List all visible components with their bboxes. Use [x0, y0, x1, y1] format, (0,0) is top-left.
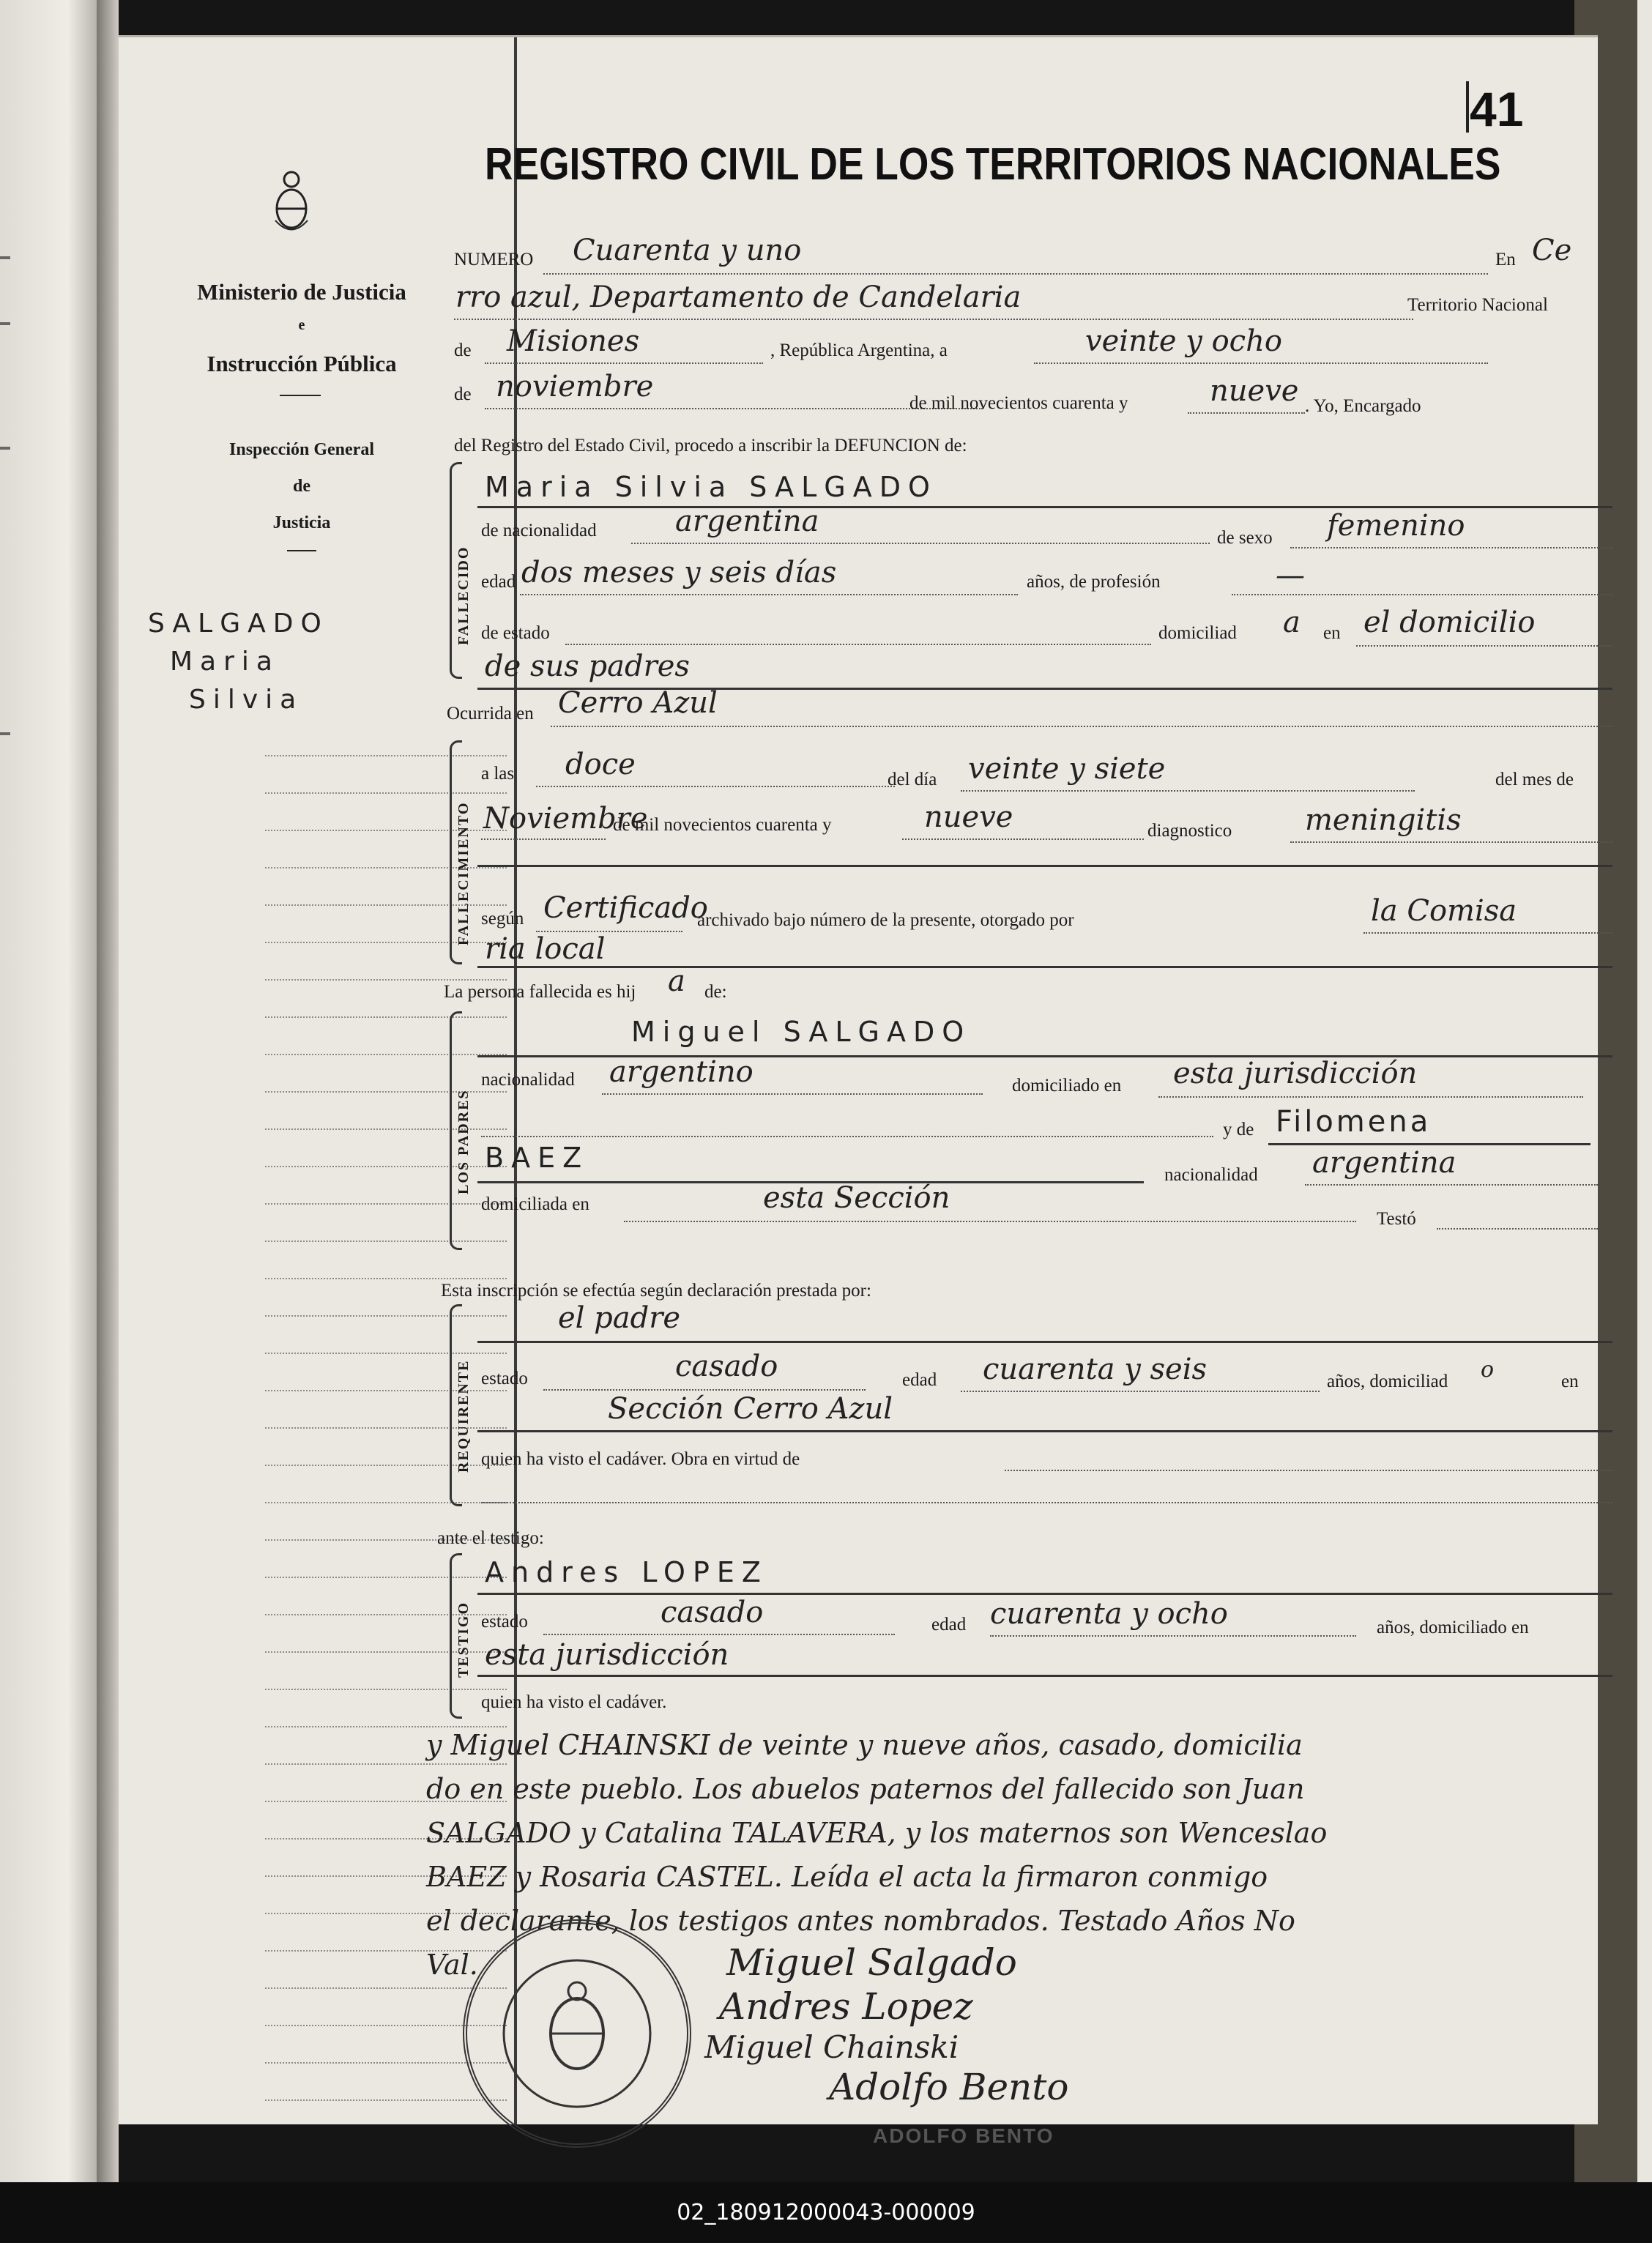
en-label: En	[1495, 250, 1516, 269]
a-las-label: a las	[481, 764, 515, 784]
sexo-label: de sexo	[1217, 528, 1273, 548]
margin-ruled-line	[265, 1240, 507, 1242]
nacionalidad-line	[631, 543, 1210, 544]
ministry-connector: e	[298, 317, 305, 333]
domicilio-line	[1356, 645, 1612, 647]
margin-ruled-line	[265, 755, 507, 756]
mes-value: noviembre	[496, 370, 654, 403]
numero-label: NUMERO	[454, 250, 534, 269]
hora-value: doce	[565, 748, 636, 781]
testigo-edad-value: cuarenta y ocho	[990, 1597, 1228, 1631]
requirente-edad-line	[961, 1391, 1320, 1392]
register-page	[119, 35, 1598, 2147]
estado-label: de estado	[481, 623, 550, 643]
padre-name: Miguel SALGADO	[631, 1016, 972, 1048]
testo-label: Testó	[1377, 1209, 1416, 1229]
padre-extra-line	[481, 1136, 1213, 1137]
ocurrida-value: Cerro Azul	[558, 686, 718, 720]
official-seal	[463, 1919, 691, 2148]
domicilio-value-2: de sus padres	[485, 650, 690, 683]
note-line-1: y Miguel CHAINSKI de veinte y nueve años, casado, domicilia	[426, 1729, 1303, 1761]
territorio-label: Territorio Nacional	[1407, 295, 1548, 315]
diagnostico-label: diagnostico	[1147, 821, 1232, 841]
margin-ruled-line	[265, 1315, 507, 1317]
fallecido-name: Maria Silvia SALGADO	[485, 471, 937, 503]
testigo-estado-value: casado	[661, 1596, 764, 1629]
madre-domicilio-line	[624, 1221, 1356, 1222]
anio-fallecimiento-value: nueve	[924, 800, 1013, 834]
madre-domiciliada-label: domiciliada en	[481, 1194, 589, 1214]
ocurrida-label: Ocurrida en	[447, 704, 534, 724]
requirente-domicilio-line	[477, 1430, 1612, 1432]
domicilio-en-label: en	[1323, 623, 1341, 643]
anio-fallecimiento-line	[902, 838, 1144, 840]
intro-text: del Registro del Estado Civil, procedo a inscribir la DEFUNCION de:	[454, 436, 967, 455]
testigo-domicilio-line	[477, 1675, 1612, 1677]
requirente-nombre-line	[477, 1341, 1612, 1343]
padre-nacionalidad-label: nacionalidad	[481, 1070, 575, 1090]
margin-ruled-line	[265, 1353, 507, 1354]
testigo-edad-line	[990, 1635, 1356, 1637]
territorio-value: Misiones	[507, 324, 640, 358]
margin-ruled-line	[265, 1016, 507, 1018]
lugar-part-1: Ce	[1532, 234, 1572, 267]
signature-2: Andres Lopez	[719, 1985, 973, 2028]
coat-of-arms-icon	[271, 169, 312, 235]
testigo-estado-label: estado	[481, 1612, 528, 1632]
lugar-part-2: rro azul, Departamento de Candelaria	[455, 280, 1022, 314]
signature-4: Adolfo Bento	[829, 2066, 1069, 2108]
margin-middle-name: Silvia	[189, 685, 304, 715]
fallecimiento-section-label: FALLECIMIENTO	[455, 801, 472, 945]
anio-fallecimiento-label: de mil novecientos cuarenta y	[613, 815, 832, 835]
dia-fallecimiento-line	[961, 790, 1415, 792]
edad-line	[520, 594, 1018, 595]
archivado-label: archivado bajo número de la presente, otorgado por	[697, 910, 1074, 930]
ocurrida-line	[551, 726, 1612, 727]
otorgado-line-2	[477, 966, 1612, 968]
fallecido-section-label: FALLECIDO	[455, 546, 472, 645]
inspeccion-connector: de	[293, 477, 310, 496]
testigo-domicilio: esta jurisdicción	[485, 1638, 729, 1672]
testigo-nombre: Andres LOPEZ	[485, 1556, 768, 1588]
segun-value: Certificado	[543, 891, 708, 925]
signature-1: Miguel Salgado	[726, 1941, 1017, 1984]
madre-nacionalidad-line	[1305, 1184, 1598, 1186]
madre-apellido: BAEZ	[485, 1142, 589, 1174]
margin-tick	[0, 322, 10, 325]
requirente-edad-label: edad	[902, 1370, 937, 1390]
diagnostico-value: meningitis	[1305, 803, 1462, 837]
hora-line	[536, 786, 895, 787]
domiciliad-label: domiciliad	[1158, 623, 1237, 643]
ministry-line-2: Instrucción Pública	[206, 351, 397, 376]
folio-number: 41	[1470, 82, 1524, 136]
note-line-6: Val.	[426, 1949, 478, 1981]
inspeccion-line-2: Justicia	[272, 513, 331, 532]
seal-emblem-icon	[467, 1924, 687, 2143]
testigo-edad-label: edad	[931, 1615, 967, 1634]
requirente-estado-line	[543, 1389, 866, 1391]
territorio-line	[485, 362, 763, 364]
de-label-2: de	[454, 384, 472, 404]
margin-ruled-line	[265, 1763, 507, 1765]
padre-nacionalidad-line	[602, 1093, 983, 1095]
anios-profesion-label: años, de profesión	[1027, 572, 1161, 592]
nacionalidad-value: argentina	[675, 505, 819, 538]
padre-nacionalidad-value: argentino	[609, 1055, 754, 1089]
margin-ruled-line	[265, 1203, 507, 1205]
book-gutter	[97, 0, 119, 2182]
padre-domiciliado-label: domiciliado en	[1012, 1076, 1122, 1096]
margin-ruled-line	[265, 1726, 507, 1727]
testigo-section-label: TESTIGO	[455, 1601, 472, 1678]
edad-value: dos meses y seis días	[521, 556, 837, 589]
hija-label: La persona fallecida es hij	[444, 982, 636, 1002]
page-title: REGISTRO CIVIL DE LOS TERRITORIOS NACIONALES	[485, 139, 1501, 190]
sidebar-rule	[287, 550, 316, 551]
mes-line	[485, 408, 983, 409]
edad-label: edad	[481, 572, 516, 592]
dia-fallecimiento-value: veinte y siete	[968, 752, 1166, 786]
requirente-estado-value: casado	[675, 1350, 778, 1383]
mes-fallecimiento-line	[481, 838, 606, 840]
file-reference: 02_180912000043-000009	[0, 2182, 1652, 2243]
ante-testigo-label: ante el testigo:	[437, 1528, 544, 1548]
estado-line	[565, 644, 1151, 645]
requirente-sufijo: o	[1481, 1357, 1495, 1383]
yo-label: . Yo, Encargado	[1305, 396, 1421, 416]
margin-tick	[0, 732, 10, 735]
otorgado-line	[1363, 932, 1612, 934]
mes-de-label: del mes de	[1495, 770, 1574, 789]
padre-domicilio-value: esta jurisdicción	[1173, 1057, 1418, 1090]
margin-first-name: Maria	[170, 647, 280, 677]
cover-edge	[1637, 0, 1652, 2182]
mes-fallecimiento-value: Noviembre	[483, 802, 648, 836]
margin-ruled-line	[265, 1577, 507, 1578]
anio-label: de mil novecientos cuarenta y	[909, 393, 1128, 413]
requirente-estado-label: estado	[481, 1369, 528, 1388]
requirente-nombre: el padre	[558, 1301, 681, 1335]
note-line-2: do en este pueblo. Los abuelos paternos del fallecido son Juan	[426, 1773, 1305, 1805]
dia-line	[1034, 362, 1488, 364]
testigo-nombre-line	[477, 1593, 1612, 1595]
note-line-4: BAEZ y Rosaria CASTEL. Leída el acta la firmaron conmigo	[426, 1861, 1268, 1893]
margin-tick	[0, 256, 10, 259]
signature-3: Miguel Chainski	[704, 2029, 959, 2065]
margin-ruled-line	[265, 1689, 507, 1690]
requirente-edad-value: cuarenta y seis	[983, 1353, 1208, 1386]
republica-label: , República Argentina, a	[770, 341, 948, 360]
requirente-domicilio: Sección Cerro Azul	[608, 1392, 893, 1426]
requirente-visto-label: quien ha visto el cadáver. Obra en virtud de	[481, 1449, 800, 1469]
margin-ruled-line	[265, 979, 507, 981]
fallecido-name-line	[477, 506, 1612, 508]
margin-ruled-line	[265, 792, 507, 794]
hija-suffix: a	[668, 964, 685, 998]
sexo-line	[1290, 547, 1612, 548]
testigo-estado-line	[543, 1634, 895, 1635]
lugar-line	[454, 319, 1413, 320]
requirente-section-label: REQUIRENTE	[455, 1359, 472, 1473]
sidebar-rule	[280, 395, 321, 396]
otorgado-value-1: la Comisa	[1371, 894, 1517, 928]
margin-tick	[0, 447, 10, 450]
margin-surname: SALGADO	[148, 609, 329, 639]
madre-nacionalidad-label: nacionalidad	[1164, 1165, 1258, 1185]
hija-de-label: de:	[704, 982, 727, 1002]
numero-value: Cuarenta y uno	[573, 234, 802, 267]
requirente-anios-label: años, domiciliad	[1327, 1372, 1448, 1391]
declaracion-label: Esta inscripción se efectúa según declaración prestada por:	[441, 1281, 871, 1301]
segun-label: según	[481, 909, 524, 929]
madre-domicilio-value: esta Sección	[763, 1181, 950, 1215]
domicilio-value-1: el domicilio	[1363, 606, 1536, 639]
madre-nacionalidad-value: argentina	[1312, 1146, 1456, 1180]
requirente-obra-line	[1005, 1470, 1612, 1471]
y-de-label: y de	[1223, 1120, 1254, 1139]
dia-value: veinte y ocho	[1085, 324, 1282, 358]
domiciliad-suffix: a	[1283, 606, 1301, 639]
padre-domicilio-line	[1158, 1096, 1583, 1098]
profesion-line	[1232, 594, 1612, 595]
nacionalidad-label: de nacionalidad	[481, 521, 597, 540]
note-line-3: SALGADO y Catalina TALAVERA, y los maternos son Wenceslao	[426, 1817, 1328, 1849]
ministry-line-1: Ministerio de Justicia	[197, 279, 406, 305]
sexo-value: femenino	[1327, 509, 1465, 543]
testigo-visto-label: quien ha visto el cadáver.	[481, 1692, 667, 1712]
margin-ruled-line	[265, 1054, 507, 1055]
diagnostico-line	[1290, 841, 1612, 843]
numero-line	[543, 273, 1488, 275]
inspeccion-line-1: Inspección General	[229, 440, 374, 459]
margin-ruled-line	[265, 1502, 507, 1503]
testigo-anios-label: años, domiciliado en	[1377, 1618, 1529, 1637]
padres-section-label: LOS PADRES	[455, 1089, 472, 1194]
dia-label: del día	[888, 770, 937, 789]
folio-divider	[1466, 81, 1469, 133]
fallecimiento-blank-line	[477, 865, 1612, 867]
madre-nombre: Filomena	[1276, 1105, 1432, 1139]
anio-value: nueve	[1210, 374, 1299, 408]
margin-ruled-line	[265, 1278, 507, 1279]
requirente-extra-line	[481, 1502, 1612, 1503]
testo-line	[1437, 1228, 1598, 1230]
registrar-stamp: ADOLFO BENTO	[873, 2124, 1054, 2147]
otorgado-value-2: ria local	[485, 932, 606, 966]
note-line-5: el declarante, los testigos antes nombrados. Testado Años No	[426, 1905, 1295, 1937]
profesion-value: —	[1276, 559, 1305, 592]
anio-line	[1188, 412, 1305, 414]
requirente-en-label: en	[1561, 1372, 1579, 1391]
de-label: de	[454, 341, 472, 360]
previous-page-edge	[0, 0, 97, 2182]
madre-nombre-line	[1268, 1143, 1590, 1145]
